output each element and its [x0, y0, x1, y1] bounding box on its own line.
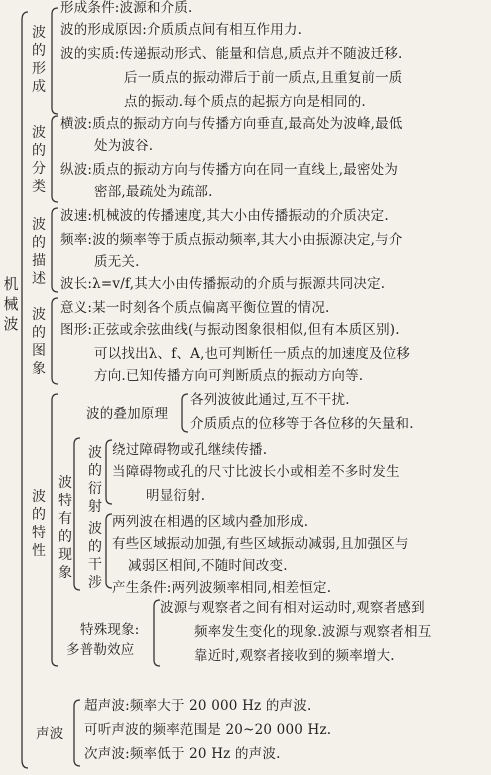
interference-line-1: 两列波在相遇的区域内叠加形成.	[112, 514, 309, 530]
doppler-label-2: 多普勒效应	[66, 642, 135, 658]
diffraction-line-3: 明显衍射.	[146, 488, 206, 504]
section-label-graph: 波的图象	[32, 307, 46, 377]
doppler-label-1: 特殊现象:	[80, 622, 140, 638]
description-line-1: 波速:机械波的传播速度,其大小由传播振动的介质决定.	[60, 208, 389, 224]
formation-line-5: 点的振动.每个质点的起振方向是相同的.	[124, 94, 366, 110]
sound-line-3: 次声波:频率低于 20 Hz 的声波.	[84, 746, 281, 762]
classification-line-3: 纵波:质点的振动方向与传播方向在同一直线上,最密处为	[60, 162, 399, 178]
sound-line-1: 超声波:频率大于 20 000 Hz 的声波.	[84, 698, 312, 714]
diffraction-label: 波的衍射	[88, 445, 102, 515]
description-line-4: 波长:λ=v/f,其大小由传播振动的介质与振源共同决定.	[60, 276, 386, 292]
classification-line-2: 处为波谷.	[94, 138, 154, 154]
superposition-label: 波的叠加原理	[86, 406, 169, 422]
classification-line-4: 密部,最疏处为疏部.	[94, 184, 213, 200]
superposition-line-1: 各列波彼此通过,互不干扰.	[190, 392, 350, 408]
section-label-description: 波的描述	[32, 217, 46, 287]
section-label-characteristics: 波的特性	[32, 489, 46, 559]
graph-line-3: 可以找出λ、f、A,也可判断任一质点的加速度及位移	[94, 346, 411, 362]
section-label-classification: 波的分类	[32, 125, 46, 195]
formation-line-2: 波的形成原因:介质质点间有相互作用力.	[60, 22, 303, 38]
interference-line-2: 有些区域振动加强,有些区域振动减弱,且加强区与	[112, 536, 409, 552]
root-label: 机械波	[3, 275, 19, 333]
diffraction-line-1: 绕过障碍物或孔继续传播.	[112, 442, 268, 458]
doppler-line-2: 频率发生变化的现象.波源与观察者相互	[194, 624, 432, 640]
formation-line-4: 后一质点的振动滞后于前一质点,且重复前一质	[124, 70, 403, 86]
interference-line-3: 减弱区相间,不随时间改变.	[128, 558, 288, 574]
section-label-formation: 波的形成	[32, 25, 46, 95]
graph-line-2: 图形:正弦或余弦曲线(与振动图象很相似,但有本质区别).	[60, 322, 400, 338]
description-line-3: 质无关.	[94, 254, 140, 270]
interference-line-4: 产生条件:两列波频率相同,相差恒定.	[112, 580, 332, 596]
superposition-line-2: 介质质点的位移等于各位移的矢量和.	[190, 416, 414, 432]
diffraction-line-2: 当障碍物或孔的尺寸比波长小或相差不多时发生	[112, 464, 400, 480]
description-line-2: 频率:波的频率等于质点振动频率,其大小由振源决定,与介	[60, 232, 403, 248]
formation-line-3: 波的实质:传递振动形式、能量和信息,质点并不随波迁移.	[60, 46, 403, 62]
classification-line-1: 横波:质点的振动方向与传播方向垂直,最高处为波峰,最低	[60, 116, 403, 132]
formation-line-1: 形成条件:波源和介质.	[60, 0, 193, 16]
doppler-line-3: 靠近时,观察者接收到的频率增大.	[194, 648, 395, 664]
sound-line-2: 可听声波的频率范围是 20~20 000 Hz.	[84, 722, 332, 738]
special-phenomena-label: 波特有的现象	[58, 475, 72, 581]
graph-line-4: 方向.已知传播方向可判断质点的振动方向等.	[94, 368, 364, 384]
graph-line-1: 意义:某一时刻各个质点偏离平衡位置的情况.	[60, 300, 330, 316]
doppler-line-1: 波源与观察者之间有相对运动时,观察者感到	[160, 600, 425, 616]
section-label-sound: 声波	[36, 726, 64, 742]
interference-label: 波的干涉	[88, 521, 102, 591]
